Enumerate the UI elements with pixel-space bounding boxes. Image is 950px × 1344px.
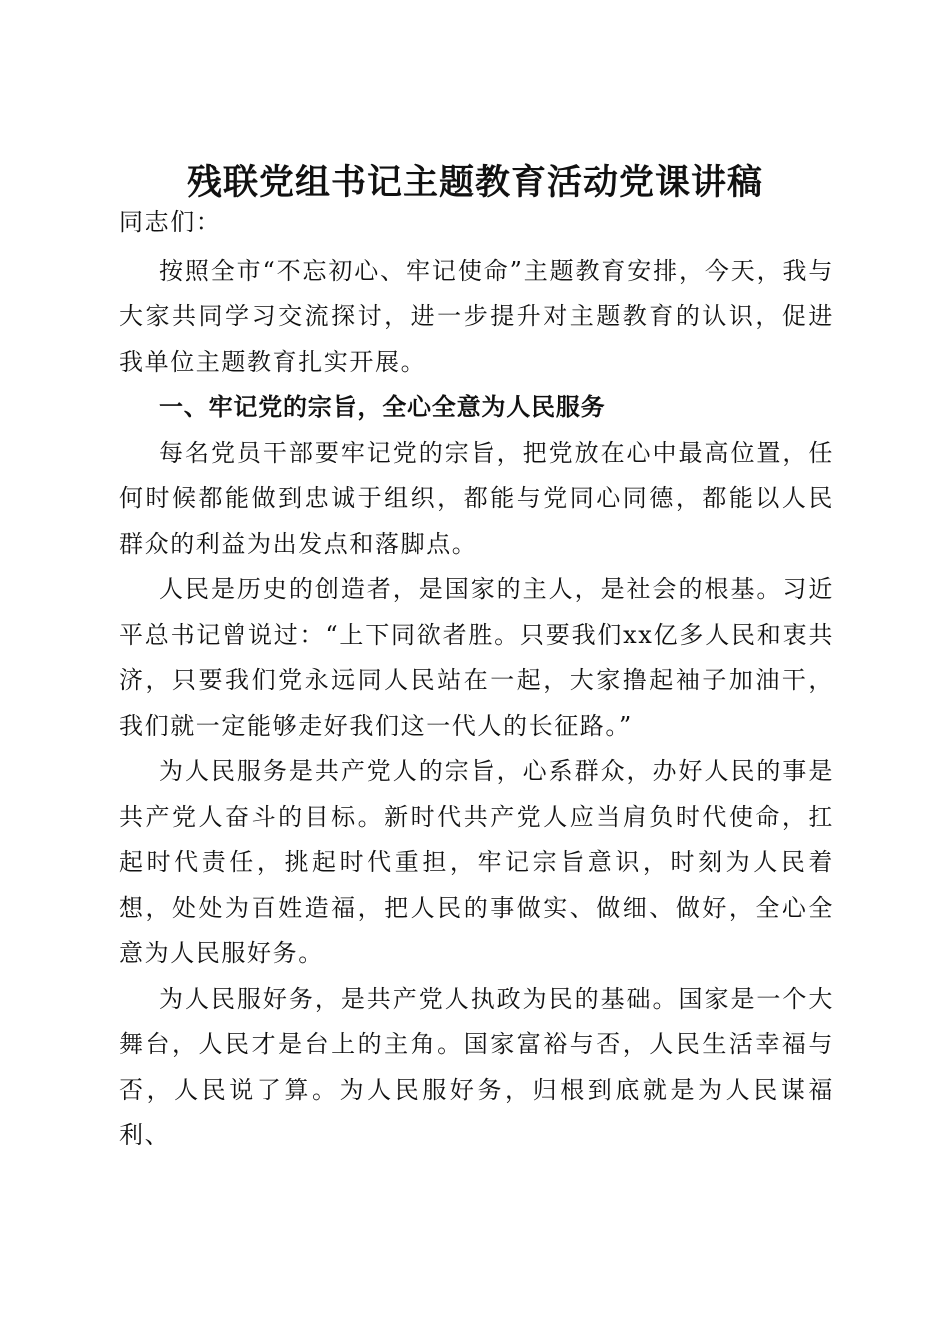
salutation: 同志们：: [119, 208, 222, 236]
paragraph-intro: 按照全市“不忘初心、牢记使命”主题教育安排，今天，我与大家共同学习交流探讨，进一步提升对主题教育的认识，促进我单位主题教育扎实开展。: [119, 256, 834, 376]
section-heading-1: 一、牢记党的宗旨，全心全意为人民服务: [159, 393, 606, 421]
paragraph: 为人民服好务，是共产党人执政为民的基础。国家是一个大舞台，人民才是台上的主角。国家富裕与否，人民生活幸福与否，人民说了算。为人民服好务，归根到底就是为人民谋福利、: [119, 984, 834, 1149]
paragraph: 人民是历史的创造者，是国家的主人，是社会的根基。习近平总书记曾说过：“上下同欲者胜。只要我们xx亿多人民和衷共济，只要我们党永远同人民站在一起，大家撸起袖子加油干，我们就一定能够走好我们这一代人的长征路。”: [119, 575, 834, 740]
document-body: [119, 200, 834, 1159]
document-title: 残联党组书记主题教育活动党课讲稿: [186, 162, 763, 204]
paragraph: 为人民服务是共产党人的宗旨，心系群众，办好人民的事是共产党人奋斗的目标。新时代共产党人应当肩负时代使命，扛起时代责任，挑起时代重担，牢记宗旨意识，时刻为人民着想，处处为百姓造福，把人民的事做实、做细、做好，全心全意为人民服好务。: [119, 757, 834, 967]
paragraph: 每名党员干部要牢记党的宗旨，把党放在心中最高位置，任何时候都能做到忠诚于组织，都能与党同心同德，都能以人民群众的利益为出发点和落脚点。: [119, 438, 834, 558]
